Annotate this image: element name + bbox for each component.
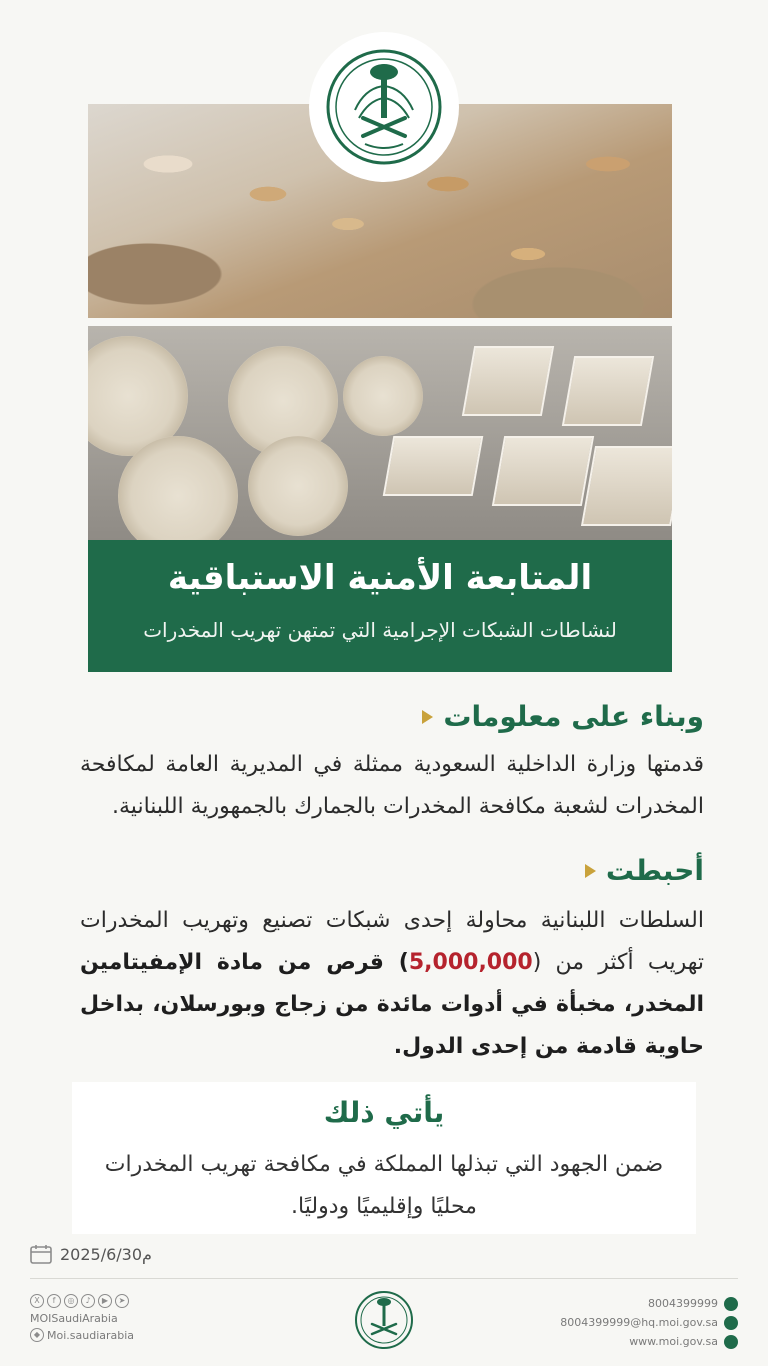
instagram-icon[interactable]: ◎ [64, 1294, 78, 1308]
section2-text-bold: ) قرص من مادة الإمفيتامين المخدر، مخبأة في أدوات مائدة من زجاج وبورسلان، بداخل حاوية قادمة من إحدى الدول. [80, 950, 704, 1059]
snapchat-handle[interactable]: Moi.saudiarabia [47, 1328, 135, 1342]
facebook-icon[interactable]: f [47, 1294, 61, 1308]
ministry-emblem-small [354, 1290, 414, 1350]
email-icon [724, 1316, 738, 1330]
bullet-triangle-icon [585, 864, 596, 878]
website-link[interactable]: www.moi.gov.sa [629, 1335, 718, 1348]
phone-icon [724, 1297, 738, 1311]
bullet-triangle-icon [422, 710, 433, 724]
pill-count: 5,000,000 [408, 950, 533, 975]
banner-title: المتابعة الأمنية الاستباقية [167, 558, 593, 598]
tiktok-icon[interactable]: ♪ [81, 1294, 95, 1308]
section2-text [80, 900, 704, 1068]
web-icon [724, 1335, 738, 1349]
section2-heading-text: أحبطت [605, 854, 704, 887]
telegram-icon[interactable]: ➤ [115, 1294, 129, 1308]
ministry-emblem [309, 32, 459, 182]
section2-text-start: السلطات اللبنانية محاولة إحدى شبكات تصنيع وتهريب المخدرات تهريب أكثر من ( [80, 908, 704, 975]
email-address[interactable]: 8004399999@hq.moi.gov.sa [560, 1316, 718, 1329]
phone-number[interactable]: 8004399999 [648, 1297, 718, 1310]
youtube-icon[interactable]: ▶ [98, 1294, 112, 1308]
snapchat-icon[interactable]: ◆ [30, 1328, 44, 1342]
box-text: ضمن الجهود التي تبذلها المملكة في مكافحة تهريب المخدرات محليًا وإقليميًا ودوليًا. [104, 1152, 664, 1219]
date-row [30, 1244, 152, 1264]
context-box [72, 1082, 696, 1234]
x-icon[interactable]: X [30, 1294, 44, 1308]
title-banner [88, 540, 672, 672]
section1-text: قدمتها وزارة الداخلية السعودية ممثلة في المديرية العامة لمكافحة المخدرات لشعبة مكافحة المخدرات بالجمارك بالجمهورية اللبنانية. [80, 752, 704, 819]
section1-heading-text: وبناء على معلومات [443, 700, 704, 733]
section1-heading [422, 700, 704, 733]
banner-subtitle: لنشاطات الشبكات الإجرامية التي تمتهن تهريب المخدرات [143, 618, 617, 642]
seized-tableware-photo [88, 326, 672, 540]
calendar-icon [30, 1244, 52, 1264]
box-title: يأتي ذلك [323, 1096, 445, 1129]
social-footer [30, 1294, 134, 1342]
publish-date: 2025/6/30م [60, 1244, 152, 1264]
footer-divider [30, 1278, 738, 1279]
social-handle[interactable]: MOISaudiArabia [30, 1312, 118, 1325]
section2-heading [585, 854, 704, 887]
contact-footer [560, 1294, 738, 1351]
